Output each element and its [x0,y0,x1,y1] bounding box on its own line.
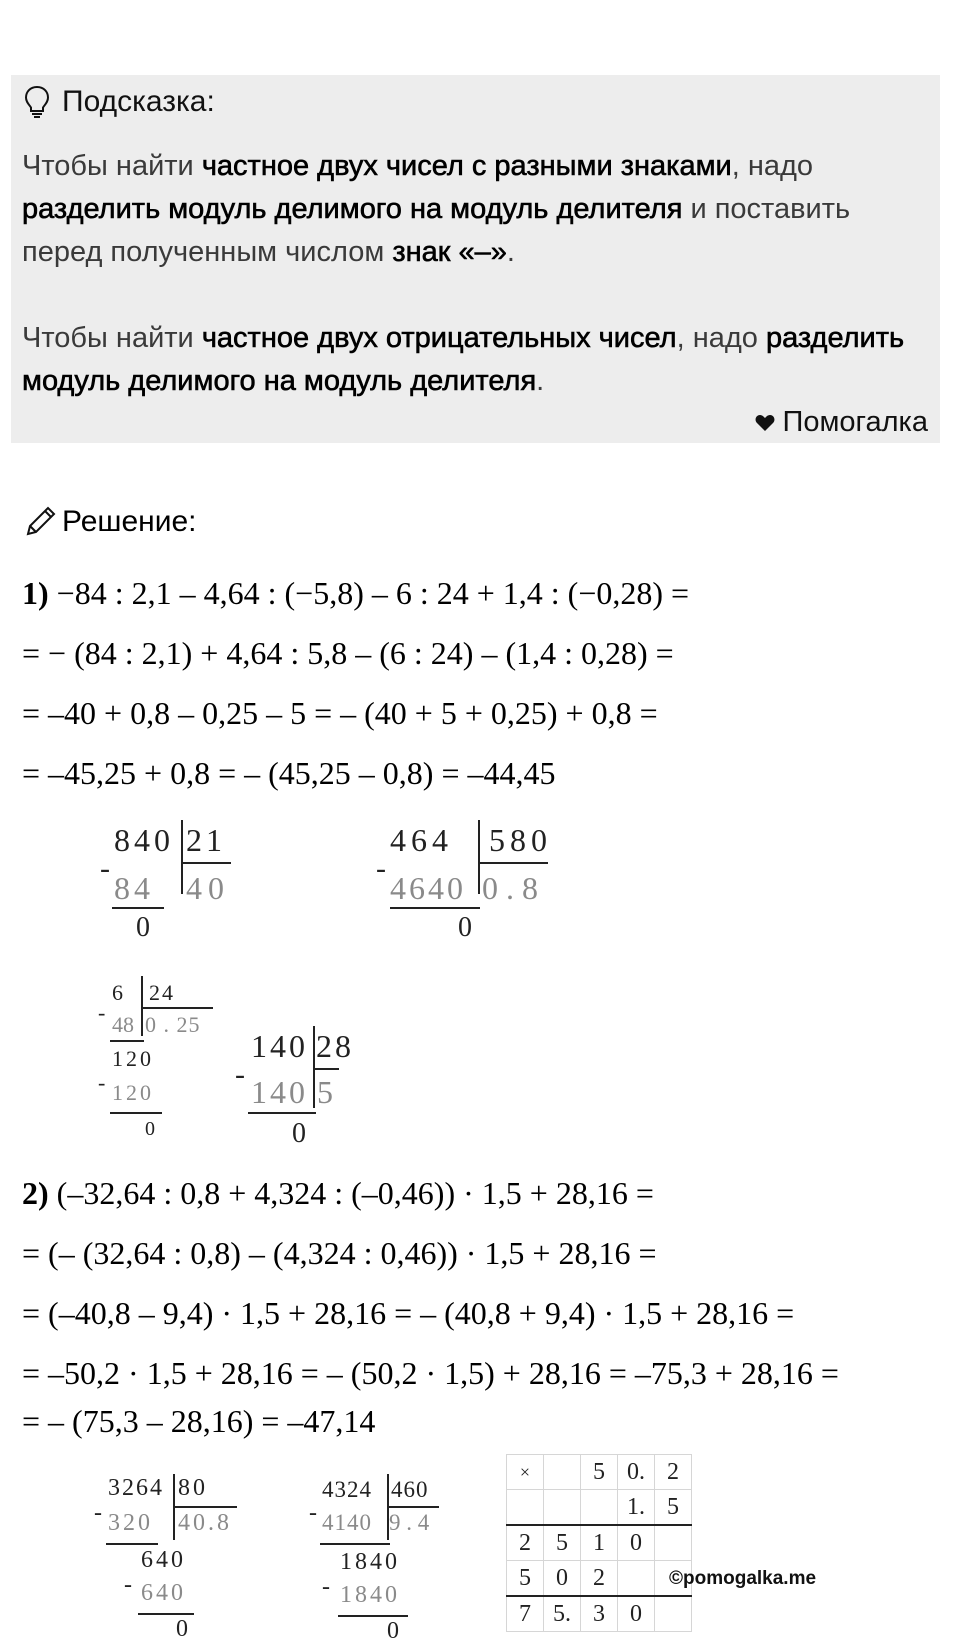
grid-cell [507,1490,544,1526]
hint-text-segment: . [536,365,545,397]
part2-expression: (–32,64 : 0,8 + 4,324 : (–0,46)) · 1,5 + 28,16 = [56,1175,654,1211]
grid-row [507,1561,692,1597]
subtrahend-2: 640 [141,1580,186,1606]
hint-text-segment: . [506,236,515,268]
hint-paragraph-1 [22,145,937,274]
hint-title-text: Подсказка: [62,85,215,118]
minus-sign-2: - [322,1574,330,1600]
solution-title-text: Решение: [62,505,197,538]
intermediate: 120 [112,1046,154,1071]
brand-label [755,406,928,439]
grid-cell: 0. [618,1455,655,1490]
grid-cell: 5 [581,1455,618,1490]
part2-line-5: = – (75,3 – 28,16) = –47,14 [22,1403,376,1439]
part2-line-1 [22,1175,654,1212]
hint-text-segment: Чтобы найти [22,150,202,182]
hint-text-segment: Чтобы найти [22,322,202,354]
quotient: 40 [186,870,230,906]
part1-line-1 [22,575,689,612]
divisor: 28 [316,1028,354,1064]
part2-line-3: = (–40,8 – 9,4) · 1,5 + 28,16 = – (40,8 + 9,4) · 1,5 + 28,16 = [22,1295,795,1331]
remainder: 0 [387,1618,399,1644]
dividend: 6 [112,980,123,1005]
solution-title [22,504,196,540]
hint-emphasis: знак «–» [392,236,507,268]
subtrahend: 320 [108,1510,153,1536]
dividend: 140 [251,1028,308,1064]
grid-row [507,1490,692,1526]
minus-sign: - [376,852,386,885]
grid-cell: × [507,1455,544,1490]
grid-cell [655,1525,692,1561]
grid-cell [655,1596,692,1632]
hint-title [24,85,215,119]
quotient: 0 . 25 [145,1012,201,1037]
divisor: 24 [149,980,175,1005]
grid-cell [618,1561,655,1597]
grid-cell: 1. [618,1490,655,1526]
intermediate: 640 [141,1547,186,1573]
part1-line-3: = –40 + 0,8 – 0,25 – 5 = – (40 + 5 + 0,25) + 0,8 = [22,695,658,731]
grid-cell [544,1455,581,1490]
dividend: 464 [390,822,453,858]
copyright-label: ©pomogalka.me [669,1568,817,1589]
hint-emphasis: частное двух чисел с разными знаками [201,150,732,182]
grid-cell: 5. [544,1596,581,1632]
minus-sign: - [309,1500,317,1526]
grid-cell: 2 [581,1561,618,1597]
grid-cell: 1 [581,1525,618,1561]
part1-line-4: = –45,25 + 0,8 = – (45,25 – 0,8) = –44,45 [22,755,556,791]
grid-cell [581,1490,618,1526]
minus-sign: - [98,1000,106,1025]
brand-text: Помогалка [782,406,928,438]
divisor: 460 [391,1477,429,1502]
hint-text-segment: и поставить перед полученным числом [22,193,851,268]
grid-cell: 2 [655,1455,692,1490]
hint-paragraph-2 [22,317,937,403]
subtrahend: 4140 [322,1510,372,1535]
part1-expression: −84 : 2,1 – 4,64 : (−5,8) – 6 : 24 + 1,4 : (−0,28) = [56,575,690,611]
grid-cell: 0 [544,1561,581,1597]
grid-cell: 5 [655,1490,692,1526]
grid-cell: 5 [544,1525,581,1561]
subtrahend: 140 [251,1074,308,1110]
grid-cell: 0 [618,1525,655,1561]
subtrahend: 84 [114,870,154,906]
subtrahend: 48 [112,1012,134,1037]
multiplication-grid [506,1454,692,1632]
grid-cell [544,1490,581,1526]
hint-box [11,75,940,443]
minus-sign-2: - [124,1572,132,1598]
grid-cell: 7 [507,1596,544,1632]
intermediate: 1840 [340,1549,400,1575]
grid-row [507,1596,692,1632]
remainder: 0 [176,1616,188,1642]
grid-cell: 3 [581,1596,618,1632]
hint-emphasis: разделить модуль делимого на модуль делителя [22,322,905,397]
part1-label: 1) [22,575,49,611]
grid-cell: 5 [507,1561,544,1597]
pencil-icon [22,504,58,540]
remainder: 0 [292,1118,306,1149]
hint-text-segment: , надо [731,150,814,182]
part2-line-2: = (– (32,64 : 0,8) – (4,324 : 0,46)) · 1,5 + 28,16 = [22,1235,657,1271]
minus-sign: - [235,1058,245,1091]
remainder: 0 [145,1118,155,1140]
grid-row [507,1525,692,1561]
minus-sign: - [94,1500,102,1526]
divisor: 21 [186,822,226,858]
grid-cell: 0 [618,1596,655,1632]
part2-label: 2) [22,1175,49,1211]
part1-line-2: = − (84 : 2,1) + 4,64 : 5,8 – (6 : 24) – (1,4 : 0,28) = [22,635,674,671]
hint-emphasis: частное двух отрицательных чисел [201,322,677,354]
remainder: 0 [136,912,150,943]
quotient: 9 . 4 [389,1510,430,1535]
dividend: 4324 [322,1477,372,1502]
quotient: 40.8 [178,1510,232,1536]
grid-row [507,1455,692,1490]
subtrahend-2: 120 [112,1080,154,1105]
minus-sign-2: - [98,1070,106,1095]
heart-icon [755,414,775,432]
grid-cell: 2 [507,1525,544,1561]
remainder: 0 [458,912,472,943]
hint-emphasis: разделить модуль делимого на модуль делителя [22,193,683,225]
divisor: 580 [489,822,552,858]
lightbulb-icon [24,85,50,119]
subtrahend: 4640 [390,870,466,906]
subtrahend-2: 1840 [340,1582,400,1608]
hint-text-segment: , надо [676,322,766,354]
divisor: 80 [178,1475,208,1501]
dividend: 840 [114,822,174,858]
dividend: 3264 [108,1475,164,1501]
part2-line-4: = –50,2 · 1,5 + 28,16 = – (50,2 · 1,5) + 28,16 = –75,3 + 28,16 = [22,1355,839,1391]
quotient: 5 [317,1074,333,1110]
quotient: 0 . 8 [482,870,538,906]
minus-sign: - [100,852,110,885]
